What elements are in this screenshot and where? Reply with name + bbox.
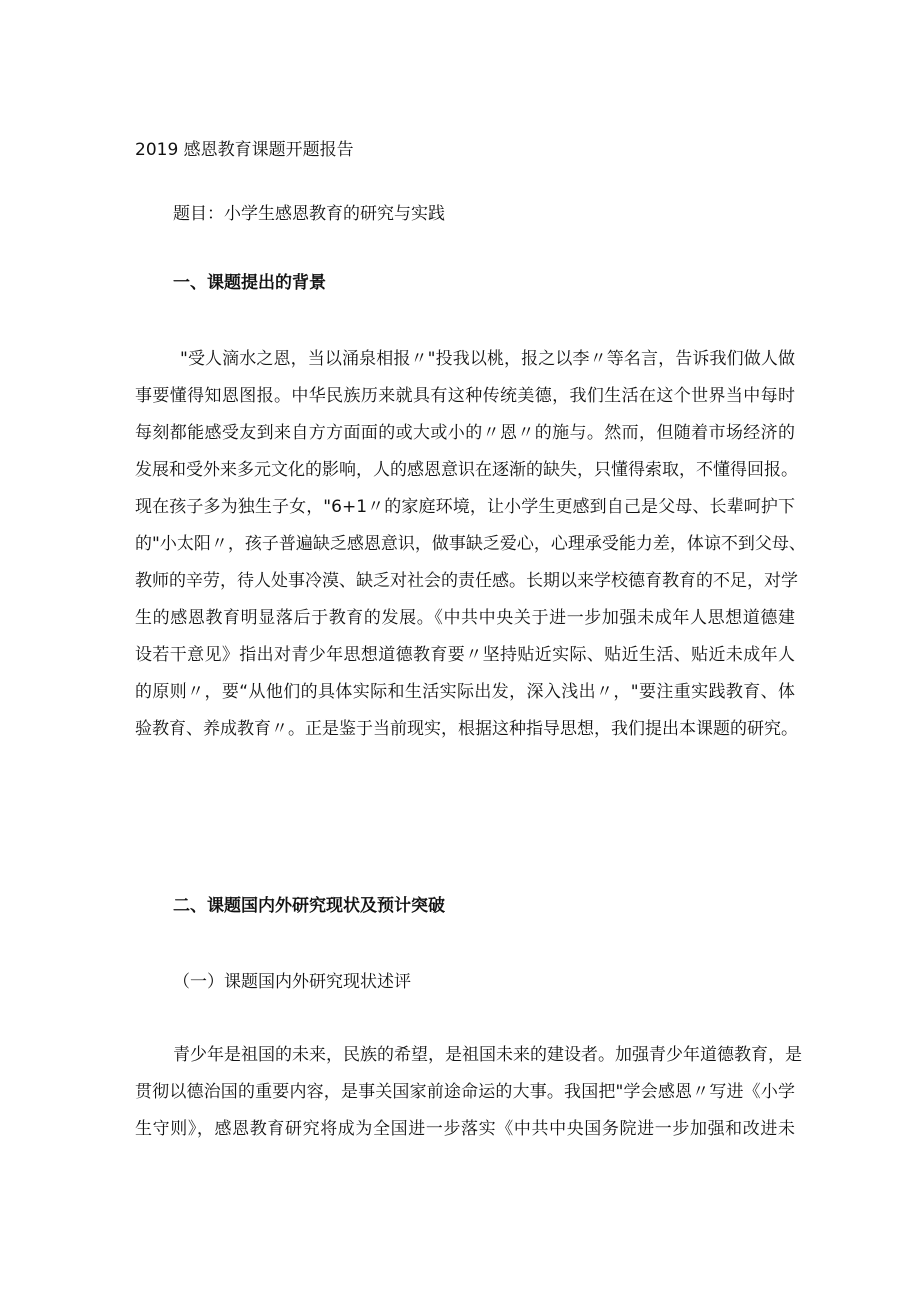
paragraph-line: 的"小太阳〃，孩子普遍缺乏感恩意识，做事缺乏爱心，心理承受能力差，体谅不到父母、 (135, 534, 806, 554)
paragraph-line: 的原则〃，要“从他们的具体实际和生活实际出发，深入浅出〃，"要注重实践教育、体 (135, 682, 795, 702)
subsection-heading: （一）课题国内外研究现状述评 (173, 972, 411, 992)
document-subject: 题目：小学生感恩教育的研究与实践 (173, 204, 445, 224)
paragraph-line: 青少年是祖国的未来，民族的希望，是祖国未来的建设者。加强青少年道德教育，是 (173, 1045, 802, 1065)
section-heading-research-status: 二、课题国内外研究现状及预计突破 (173, 896, 445, 916)
paragraph-line: 每刻都能感受友到来自方方面面的或大或小的〃恩〃的施与。然而，但随着市场经济的 (135, 423, 795, 443)
paragraph-line: 现在孩子多为独生子女，"6+1〃的家庭环境，让小学生更感到自己是父母、长辈呵护下 (135, 497, 795, 517)
background-paragraph (135, 341, 806, 748)
paragraph-line: 贯彻以德治国的重要内容，是事关国家前途命运的大事。我国把"学会感恩〃写进《小学 (135, 1082, 795, 1102)
paragraph-line: 生守则》，感恩教育研究将成为全国进一步落实《中共中央国务院进一步加强和改进未 (135, 1119, 795, 1139)
paragraph-line: "受人滴水之恩，当以涌泉相报〃"投我以桃，报之以李〃等名言，告诉我们做人做 (180, 349, 795, 369)
paragraph-line: 生的感恩教育明显落后于教育的发展。《中共中央关于进一步加强未成年人思想道德建 (135, 608, 795, 628)
paragraph-line: 发展和受外来多元文化的影响，人的感恩意识在逐渐的缺失，只懂得索取，不懂得回报。 (135, 460, 798, 480)
document-title: 2019 感恩教育课题开题报告 (135, 140, 354, 160)
paragraph-line: 事要懂得知恩图报。中华民族历来就具有这种传统美德，我们生活在这个世界当中每时 (135, 386, 795, 406)
section-heading-background: 一、课题提出的背景 (173, 273, 326, 293)
research-status-paragraph (135, 1037, 802, 1148)
paragraph-line: 验教育、养成教育〃。正是鉴于当前现实，根据这种指导思想，我们提出本课题的研究。 (135, 719, 798, 739)
paragraph-line: 设若干意见》指出对青少年思想道德教育要〃坚持贴近实际、贴近生活、贴近未成年人 (135, 645, 795, 665)
paragraph-line: 教师的辛劳，待人处事冷漠、缺乏对社会的责任感。长期以来学校德育教育的不足，对学 (135, 571, 798, 591)
